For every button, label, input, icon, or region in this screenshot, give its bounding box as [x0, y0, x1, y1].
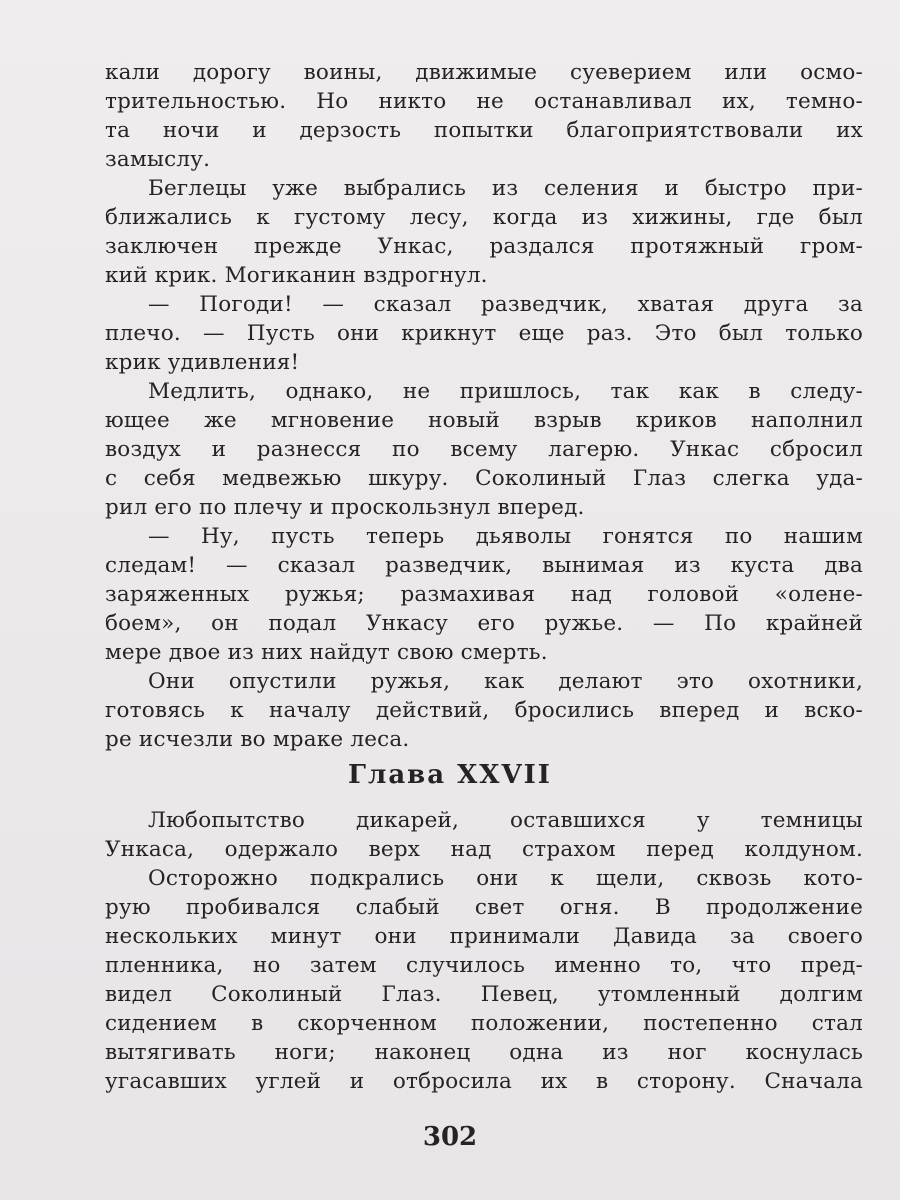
text-line: та ночи и дерзость попытки благоприятствовали их — [105, 118, 863, 143]
page-number: 302 — [422, 1122, 478, 1152]
text-line: угасавших углей и отбросила их в сторону. Сначала — [105, 1069, 863, 1094]
text-line: вытягивать ноги; наконец одна из ног коснулась — [105, 1040, 863, 1065]
text-line: крик удивления! — [105, 350, 300, 375]
text-line: — Ну, пусть теперь дьяволы гонятся по нашим — [148, 524, 863, 549]
text-line: Беглецы уже выбрались из селения и быстро при- — [148, 176, 863, 201]
text-line: ближались к густому лесу, когда из хижины, где был — [105, 205, 863, 230]
chapter-heading: Глава XXVII — [348, 760, 552, 790]
text-line: кий крик. Могиканин вздрогнул. — [105, 263, 488, 288]
text-line: трительностью. Но никто не останавливал их, темно- — [105, 89, 863, 114]
text-line: видел Соколиный Глаз. Певец, утомленный долгим — [105, 982, 863, 1007]
text-line: Осторожно подкрались они к щели, сквозь кото- — [148, 866, 863, 891]
text-line: мере двое из них найдут свою смерть. — [105, 640, 548, 665]
text-line: ющее же мгновение новый взрыв криков наполнил — [105, 408, 863, 433]
text-line: ре исчезли во мраке леса. — [105, 727, 410, 752]
text-line: заключен прежде Ункас, раздался протяжный гром- — [105, 234, 863, 259]
text-line: кали дорогу воины, движимые суеверием или осмо- — [105, 60, 863, 85]
text-line: готовясь к началу действий, бросились вперед и вско- — [105, 698, 863, 723]
text-line: замыслу. — [105, 147, 211, 172]
text-line: — Погоди! — сказал разведчик, хватая друга за — [148, 292, 863, 317]
text-line: Любопытство дикарей, оставшихся у темницы — [148, 808, 863, 833]
text-line: пленника, но затем случилось именно то, что пред- — [105, 953, 863, 978]
text-line: Они опустили ружья, как делают это охотники, — [148, 669, 863, 694]
text-line: заряженных ружья; размахивая над головой «олене- — [105, 582, 863, 607]
text-line: воздух и разнесся по всему лагерю. Ункас сбросил — [105, 437, 863, 462]
text-line: Медлить, однако, не пришлось, так как в следу- — [148, 379, 863, 404]
text-line: рил его по плечу и проскользнул вперед. — [105, 495, 585, 520]
text-line: нескольких минут они принимали Давида за своего — [105, 924, 863, 949]
text-line: сидением в скорченном положении, постепенно стал — [105, 1011, 863, 1036]
text-line: с себя медвежью шкуру. Соколиный Глаз слегка уда- — [105, 466, 863, 491]
text-line: боем», он подал Ункасу его ружье. — По крайней — [105, 611, 863, 636]
text-line: рую пробивался слабый свет огня. В продолжение — [105, 895, 863, 920]
text-line: Ункаса, одержало верх над страхом перед колдуном. — [105, 837, 863, 862]
text-line: плечо. — Пусть они крикнут еще раз. Это был только — [105, 321, 863, 346]
text-line: следам! — сказал разведчик, вынимая из куста два — [105, 553, 863, 578]
